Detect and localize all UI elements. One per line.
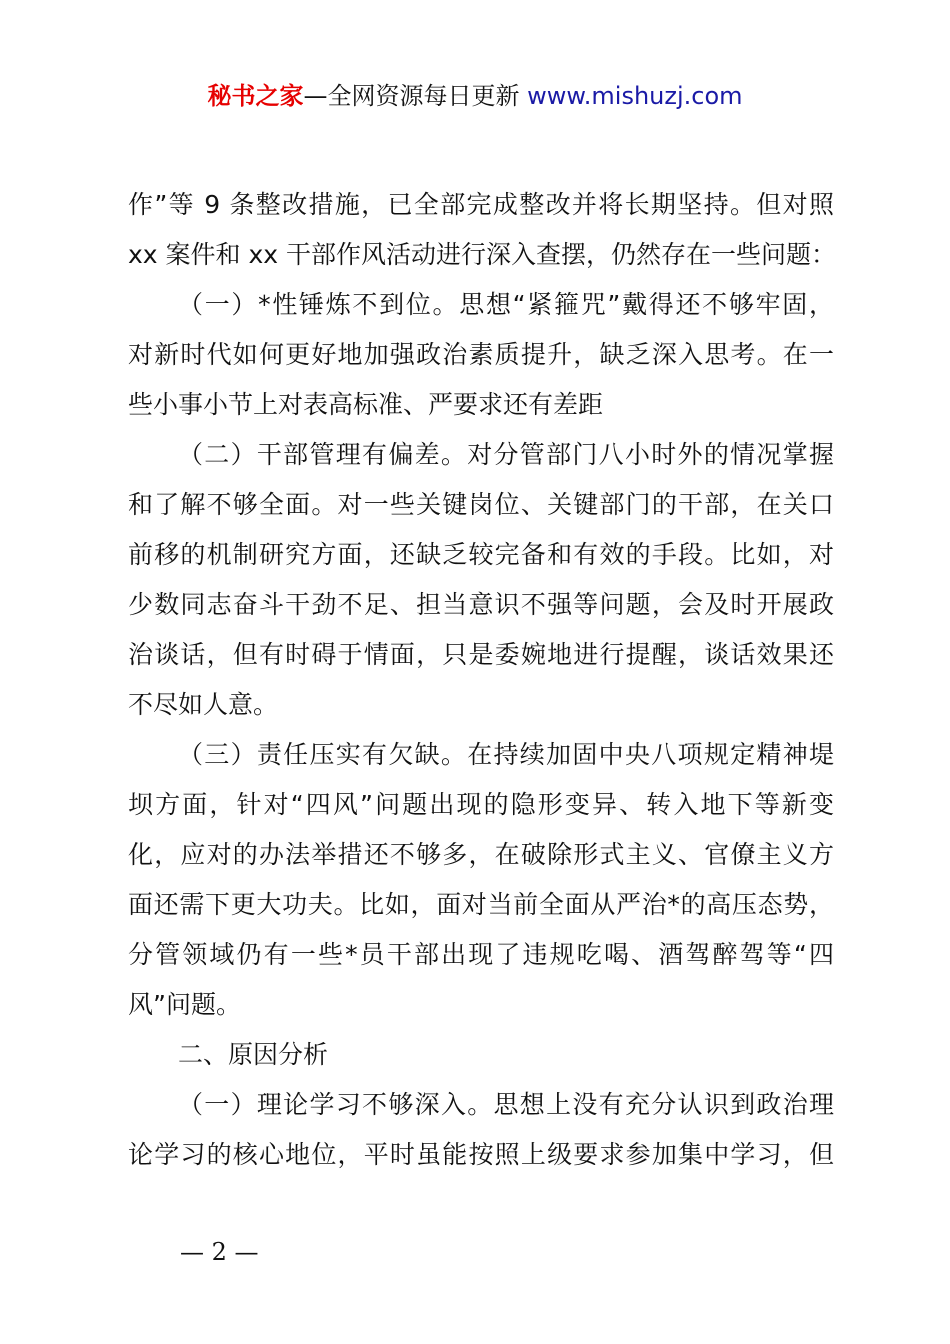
site-banner (0, 80, 950, 112)
brand-name: 秘书之家 (207, 82, 304, 110)
banner-tagline: —全网资源每日更新 (303, 82, 520, 110)
text-line: 风”问题。 (128, 990, 241, 1019)
text-line: 对新时代如何更好地加强政治素质提升，缺乏深入思考。在一 (128, 340, 834, 369)
text-line: 少数同志奋斗干劲不足、担当意识不强等问题，会及时开展政 (128, 590, 834, 619)
text-line: 治谈话，但有时碍于情面，只是委婉地进行提醒，谈话效果还 (128, 640, 834, 669)
text-line: （一）理论学习不够深入。思想上没有充分认识到政治理 (178, 1090, 834, 1119)
site-url-link[interactable]: www.mishuzj.com (527, 82, 743, 110)
text-line: 化，应对的办法举措还不够多，在破除形式主义、官僚主义方 (128, 840, 834, 869)
text-line: 前移的机制研究方面，还缺乏较完备和有效的手段。比如，对 (128, 540, 834, 569)
text-line: 些小事小节上对表高标准、严要求还有差距 (128, 390, 604, 419)
text-line: （二）干部管理有偏差。对分管部门八小时外的情况掌握 (178, 440, 834, 469)
text-line: 论学习的核心地位，平时虽能按照上级要求参加集中学习，但 (128, 1140, 834, 1169)
page-number: — 2 — (180, 1238, 259, 1266)
text-line: 不尽如人意。 (128, 690, 279, 719)
text-line: 分管领域仍有一些*员干部出现了违规吃喝、酒驾醉驾等“四 (128, 940, 834, 969)
text-line: 和了解不够全面。对一些关键岗位、关键部门的干部，在关口 (128, 490, 834, 519)
text-line: xx 案件和 xx 干部作风活动进行深入查摆，仍然存在一些问题： (128, 240, 837, 269)
text-line: （三）责任压实有欠缺。在持续加固中央八项规定精神堤 (178, 740, 834, 769)
text-line: 作”等 9 条整改措施，已全部完成整改并将长期坚持。但对照 (128, 190, 834, 219)
text-line: 坝方面，针对“四风”问题出现的隐形变异、转入地下等新变 (128, 790, 834, 819)
text-line: 面还需下更大功夫。比如，面对当前全面从严治*的高压态势， (128, 890, 834, 919)
section-heading: 二、原因分析 (178, 1040, 329, 1069)
text-line: （一）*性锤炼不到位。思想“紧箍咒”戴得还不够牢固， (178, 290, 834, 319)
document-body (128, 180, 837, 1180)
